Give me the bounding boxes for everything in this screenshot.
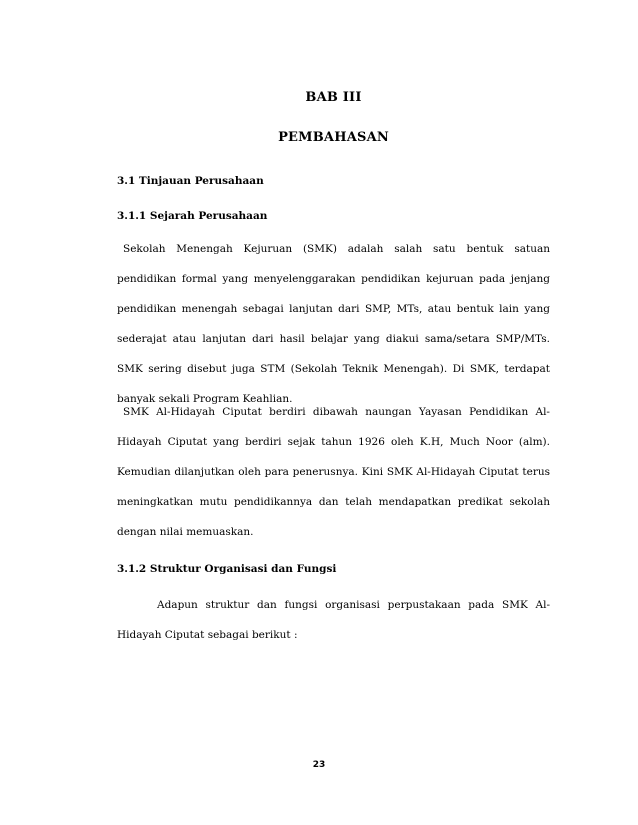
- paragraph-sejarah-1: Sekolah Menengah Kejuruan (SMK) adalah salah satu bentuk satuan pendidikan formal yang menyelenggarakan pendidikan kejuruan pada jenjang pendidikan menengah sebagai lanjutan dari SMP, MTs, atau bentuk lain yang sederajat atau lanjutan dari hasil belajar yang diakui sama/setara SMP/MTs. SMK sering disebut juga STM (Sekolah Teknik Menengah). Di SMK, terdapat banyak sekali Program Keahlian.: [117, 243, 550, 405]
- section-heading-struktur: 3.1.2 Struktur Organisasi dan Fungsi: [117, 563, 337, 575]
- page-number: 23: [312, 760, 326, 770]
- section-heading-sejarah: 3.1.1 Sejarah Perusahaan: [117, 210, 268, 222]
- section-heading-tinjauan: 3.1 Tinjauan Perusahaan: [117, 175, 264, 187]
- paragraph-struktur: Adapun struktur dan fungsi organisasi perpustakaan pada SMK Al-Hidayah Ciputat sebagai berikut :: [117, 599, 550, 641]
- paragraph-sejarah-2: SMK Al-Hidayah Ciputat berdiri dibawah naungan Yayasan Pendidikan Al-Hidayah Ciputat yang berdiri sejak tahun 1926 oleh K.H, Much Noor (alm). Kemudian dilanjutkan oleh para penerusnya. Kini SMK Al-Hidayah Ciputat terus meningkatkan mutu pendidikannya dan telah mendapatkan predikat sekolah dengan nilai memuaskan.: [117, 406, 550, 538]
- chapter-number: BAB III: [305, 90, 362, 105]
- chapter-title: PEMBAHASAN: [278, 130, 389, 145]
